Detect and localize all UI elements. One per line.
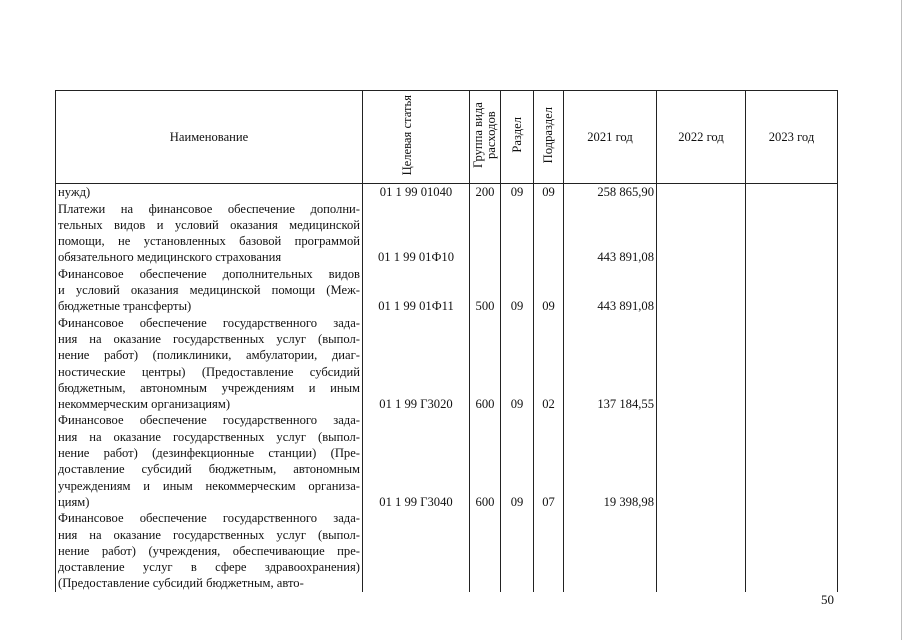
row-name-line: циям)	[58, 494, 90, 509]
row-subsection	[534, 266, 564, 315]
table-header	[56, 91, 838, 184]
row-name-line: (Предоставление субсидий бюджетным, авто-	[58, 576, 304, 591]
row-2021	[564, 201, 657, 266]
row-subsection	[534, 184, 564, 201]
row-2022	[657, 412, 746, 510]
row-name	[56, 184, 363, 201]
row-subsection	[534, 201, 564, 266]
table-row	[56, 510, 838, 591]
row-name-line: Финансовое обеспечение государственного зада-	[58, 511, 360, 526]
row-name-line: ния на оказание государственных услуг (выпол-	[58, 331, 360, 346]
row-2023	[746, 266, 838, 315]
row-subsection	[534, 412, 564, 510]
row-2022	[657, 184, 746, 201]
row-code-value: 01 1 99 01Ф10	[377, 250, 455, 265]
row-2022	[657, 201, 746, 266]
header-2022: 2022 год	[657, 91, 746, 184]
row-name	[56, 412, 363, 510]
row-subsection-value: 02	[542, 397, 555, 412]
row-name	[56, 510, 363, 591]
row-section-value: 09	[510, 494, 524, 509]
table-row	[56, 184, 838, 201]
header-name: Наименование	[56, 91, 363, 184]
row-2021	[564, 184, 657, 201]
row-name-line: Финансовое обеспечение государственного зада-	[58, 315, 360, 330]
row-name-line: тельных видов и условий оказания медицинской	[58, 217, 360, 232]
row-group-value: 200	[475, 185, 495, 200]
row-code	[363, 266, 470, 315]
row-section-value: 09	[510, 397, 524, 412]
row-name	[56, 266, 363, 315]
row-name-line: ностические центры) (Предоставление субсидий	[58, 364, 360, 379]
row-2023	[746, 510, 838, 591]
row-2023	[746, 184, 838, 201]
row-name-line: нение работ) (дезинфекционные станции) (Пре-	[58, 446, 360, 461]
row-2021	[564, 266, 657, 315]
row-section	[501, 266, 534, 315]
row-2021-value: 19 398,98	[603, 494, 654, 509]
row-name-line: Платежи на финансовое обеспечение дополни-	[58, 201, 360, 216]
row-name-line: бюджетные трансферты)	[58, 299, 192, 314]
row-2022	[657, 315, 746, 413]
row-group	[470, 201, 501, 266]
row-name-line: нение работ) (учреждения, обеспечивающие пре-	[58, 543, 360, 558]
row-name-line: доставление услуг в сфере здравоохранения)	[58, 560, 360, 575]
row-name-line: обязательного медицинского страхования	[58, 250, 282, 265]
table-row	[56, 266, 838, 315]
header-target-article: Целевая статья	[363, 91, 470, 184]
row-section-value: 09	[510, 299, 524, 314]
row-section	[501, 201, 534, 266]
header-expense-group: Группа вида расходов	[470, 91, 501, 184]
row-2023	[746, 201, 838, 266]
row-2021	[564, 412, 657, 510]
row-subsection-value: 07	[542, 494, 555, 509]
row-2021-value: 258 865,90	[597, 185, 654, 200]
row-code	[363, 510, 470, 591]
row-subsection	[534, 510, 564, 591]
row-name-line: помощи, не установленных базовой программой	[58, 234, 360, 249]
table-row	[56, 315, 838, 413]
budget-table	[55, 90, 838, 592]
row-2021-value: 137 184,55	[597, 397, 654, 412]
row-group	[470, 510, 501, 591]
row-name-line: Финансовое обеспечение дополнительных видов	[58, 266, 360, 281]
table-row	[56, 201, 838, 266]
row-name-line: учреждениям и иным некоммерческим организа-	[58, 478, 360, 493]
header-2021: 2021 год	[564, 91, 657, 184]
row-2021	[564, 315, 657, 413]
row-2022	[657, 266, 746, 315]
row-section-value: 09	[510, 185, 524, 200]
row-code-value: 01 1 99 Г3020	[379, 397, 453, 412]
row-2021-value: 443 891,08	[597, 250, 654, 265]
row-name	[56, 201, 363, 266]
row-code-value: 01 1 99 01Ф11	[378, 299, 454, 314]
row-code	[363, 184, 470, 201]
row-name-line: и условий оказания медицинской помощи (Меж-	[58, 283, 360, 298]
row-name-line: некоммерческим организациям)	[58, 397, 231, 412]
row-2022	[657, 510, 746, 591]
row-2021	[564, 510, 657, 591]
row-name-line: нужд)	[58, 185, 91, 200]
page-number: 50	[821, 592, 834, 607]
row-section	[501, 412, 534, 510]
row-name-line: бюджетным, автономным учреждениям и иным	[58, 380, 360, 395]
row-code	[363, 315, 470, 413]
header-subsection: Подраздел	[534, 91, 564, 184]
row-name-line: нение работ) (поликлиники, амбулатории, диаг-	[58, 348, 360, 363]
row-section	[501, 315, 534, 413]
row-code-value: 01 1 99 Г3040	[379, 494, 453, 509]
row-name	[56, 315, 363, 413]
row-subsection	[534, 315, 564, 413]
row-group	[470, 184, 501, 201]
page-edge	[901, 0, 902, 640]
table-row	[56, 412, 838, 510]
header-2023: 2023 год	[746, 91, 838, 184]
row-name-line: ния на оказание государственных услуг (выпол-	[58, 527, 360, 542]
row-2021-value: 443 891,08	[597, 299, 654, 314]
row-2023	[746, 315, 838, 413]
row-section	[501, 510, 534, 591]
row-group-value: 600	[475, 494, 495, 509]
row-group	[470, 266, 501, 315]
row-name-line: доставление субсидий бюджетным, автономным	[58, 462, 360, 477]
row-2023	[746, 412, 838, 510]
row-code	[363, 412, 470, 510]
row-name-line: ния на оказание государственных услуг (выпол-	[58, 429, 360, 444]
row-code-value: 01 1 99 01040	[379, 185, 453, 200]
row-section	[501, 184, 534, 201]
row-group-value: 600	[475, 397, 495, 412]
row-subsection-value: 09	[542, 299, 555, 314]
header-section: Раздел	[501, 91, 534, 184]
row-group-value: 500	[475, 299, 495, 314]
row-code	[363, 201, 470, 266]
row-name-line: Финансовое обеспечение государственного зада-	[58, 413, 360, 428]
row-group	[470, 315, 501, 413]
row-group	[470, 412, 501, 510]
row-subsection-value: 09	[542, 185, 555, 200]
